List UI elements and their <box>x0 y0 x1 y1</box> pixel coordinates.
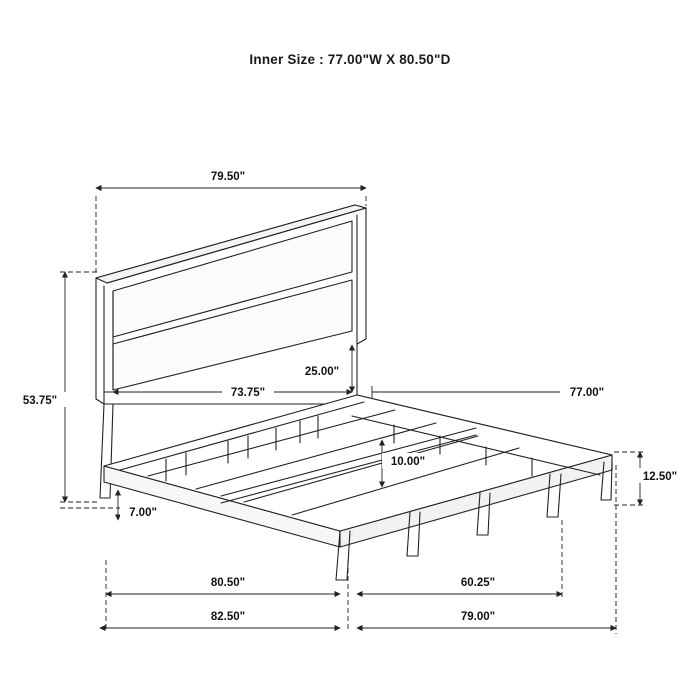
dim-depth-inner-right: 60.25" <box>460 577 496 589</box>
bed-outline-group <box>96 205 612 580</box>
dim-side-rail-height: 10.00" <box>390 456 426 468</box>
dim-leg-clearance: 7.00" <box>129 507 157 519</box>
dim-deck-height-right: 12.50" <box>642 471 678 483</box>
dim-headboard-height-total: 53.75" <box>22 395 58 407</box>
dim-depth-outer-right: 79.00" <box>460 611 496 623</box>
dim-headboard-panel-height: 25.00" <box>304 366 340 378</box>
dim-headboard-panel-width: 73.75" <box>230 387 266 399</box>
dim-inner-width-right: 77.00" <box>569 387 605 399</box>
dim-depth-outer-left: 82.50" <box>210 611 246 623</box>
headboard-bottom-edge <box>104 400 357 404</box>
dim-headboard-width: 79.50" <box>210 171 246 183</box>
dim-depth-inner-left: 80.50" <box>210 577 246 589</box>
mattress-deck <box>104 395 612 531</box>
page-title: Inner Size : 77.00"W X 80.50"D <box>249 52 451 67</box>
